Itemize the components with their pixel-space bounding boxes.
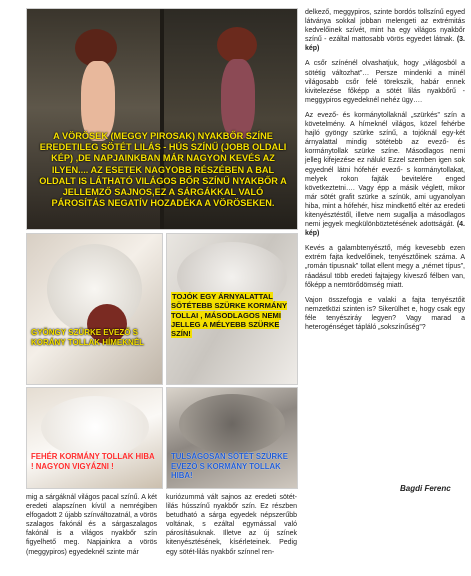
paragraph-4: Kevés a galambtenyésztő, még kevesebb ezen extrém fajta kedvelőinek, tenyésztőinek száma. A „román típusnak” tollat ellent megy a „német típus”, ráadásul több eredeti fajtajegy kivesző félben van, főképp a nemtörődömség miatt. — [305, 245, 465, 289]
caption-top: A VÖRÖSEK (MEGGY PIROSAK) NYAKBŐR SZÍNE EREDETILEG SÖTÉT LILÁS - HÚS SZÍNŰ (JOBB OLDALI KÉP) ,DE NAPJAINKBAN MÁR NAGYON KEVÉS AZ ILYEN.... AZ ESETEK NAGYOBB RÉSZÉBEN A BAL OLDALT IS LÁTHATÓ VILÁGOS BŐR SZÍNŰ NYAKBŐR A JELLEMZŐ SAJNOS,EZ A SÁRGÁKKAL VALÓ PÁROSÍTÁS NEGATÍV HOZADÉKA A VÖRÖSEKEN. — [39, 131, 287, 209]
paragraph-2: A csőr színénél olvashatjuk, hogy „világosból a sötétig változhat”… Persze mindenki a minél világosabb csőr felé törekszik, habár ennek kivitelezése főképp a sötét lilás nyakbőrű - meggypiros egyedeknél nehéz ügy…. — [305, 60, 465, 104]
caption-right-bottom: TULSÁGOSAN SÖTÉT SZÜRKE EVEZŐ S KORMÁNY TOLLAK HIBA! — [171, 452, 288, 480]
pigeon-head-right — [217, 27, 257, 63]
photo-bottom-left — [26, 387, 163, 489]
author-signature: Bagdi Ferenc — [400, 484, 451, 493]
caption-right-mid-text: TOJÓK EGY ÁRNYALATTAL SÖTÉTEBB SZÜRKE KORMÁNY TOLLAI , MÁSODLAGOS NEMI JELLEG A MÉLYEBB SZÜRKE SZÍN! — [171, 292, 288, 338]
photo-top — [26, 8, 298, 230]
paragraph-3: Az evező- és kormánytollaknál „szürkés” szín a követelmény. A hímeknél világos, közel fehérbe hajló gyöngy szürke színű, a tojóknál egy-két árnyalattal mindig sötétebb az evező- és kormánytollak szürke színe. Másodlagos nemi jelleg kifejezése ez náluk! Ezzel szemben igen sok egyednél látni hófehér evező- s kormánytollakat, melyek rokon fajták bevitelére enged következtetni…. Vagy épp a másik véglett, mikor már sötét grafit szürke a színük, ami ugyanolyan hiba, mint a hófehér, hisz mindkettő eltér az eredeti kitenyésztéstől, illetve nem sugallja a másodlagos nemi jegyek megkülönböztetésének adottságát. (4. kép) — [305, 111, 465, 238]
pigeon-neck-left — [81, 61, 115, 141]
photo-middle-right — [166, 233, 298, 385]
paragraph-5: Vajon összefogja e valaki a fajta tenyésztőit nemzetközi szinten is? Sikerülhet e, hogy csak egy féle tenyésziráy legyen? Vagy marad a heterogénséget tápláló „sokszínűség”? — [305, 296, 465, 331]
article-bottom-middle: kuriózummá vált sajnos az eredeti sötét-lilás hússzínű nyakbőr szín. Ez részben betudható a sárga egyedek népszerűbb voltának, s ezáltal egymással való párosításuknak. Illetve az új színek kitenyésztésének, kísérleteinek. Pedig egy sötét-lilás nyakbőr színnel ren- — [166, 494, 297, 556]
caption-left-mid: GYÖNGY SZÜRKE EVEZŐ S KORÁNY TOLLAK HÍMEKNÉL — [31, 328, 145, 347]
photo-bottom-right — [166, 387, 298, 489]
article-bottom-left: mig a sárgáknál világos pacal színű. A két eredeti alapszínen kívül a nemrégiben elfogadott 2 újabb színváltozatnál, a vörös szalagos fakónál és a sárgaszalagos fakónál is a világos nyakbőr szín figyelhető meg. Napjainkra a vörös (meggypiros) egyedeknél szinte már — [26, 494, 157, 556]
pigeon-neck-right — [221, 59, 255, 139]
dark-grey-feathers — [179, 394, 285, 454]
caption-right-mid — [171, 292, 293, 338]
photo-middle-left — [26, 233, 163, 385]
article-column-right — [305, 8, 465, 338]
white-tail-feathers — [41, 396, 149, 458]
caption-left-bottom: FEHÉR KORMÁNY TOLLAK HIBA ! NAGYON VIGYÁZNI ! — [31, 452, 155, 471]
paragraph-1: delkező, meggypiros, szinte bordós tollszínű egyed látványa sokkal jobban melengeti az extrémitás kedvelőinek szívét, mint ha egy világos nyakbőr színű - ezáltal mattosabb vörös egyedet látnak. (3. kép) — [305, 9, 465, 53]
